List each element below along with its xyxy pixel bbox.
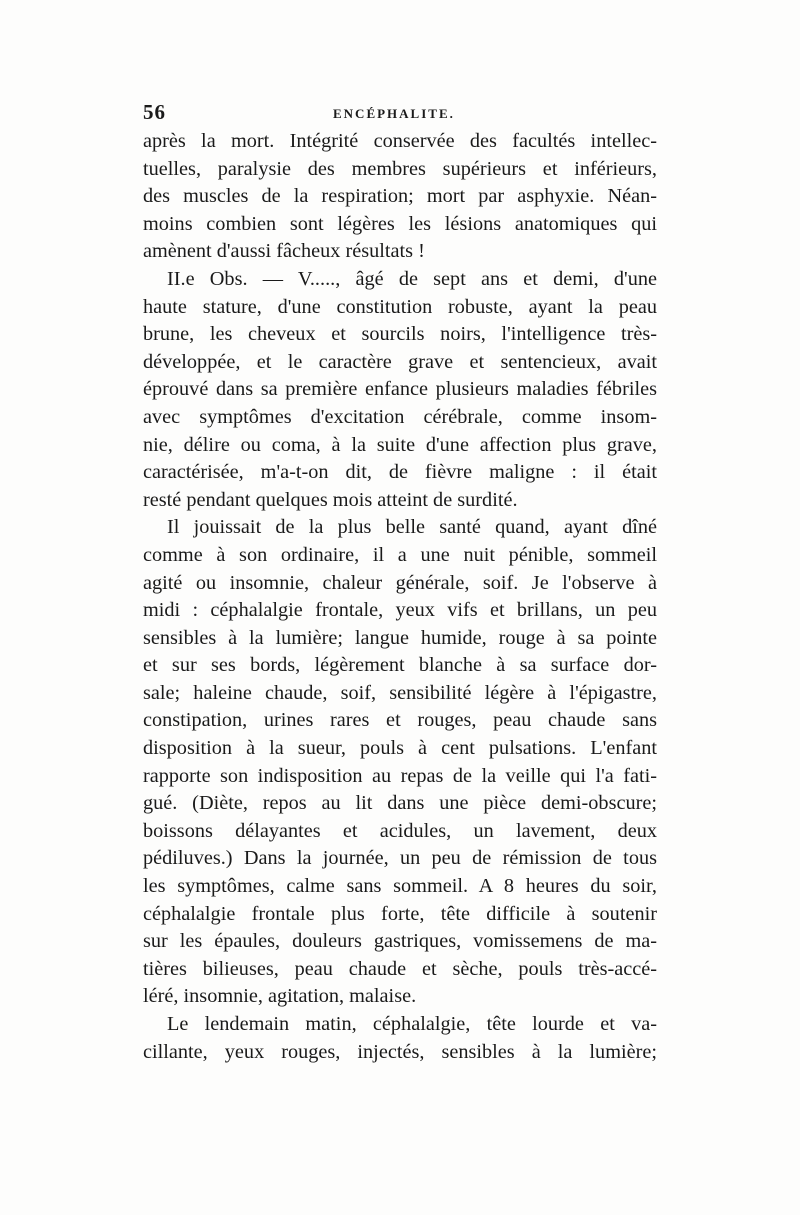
text-line: et sur ses bords, légèrement blanche à sa surface dor- bbox=[143, 654, 657, 677]
text-line: caractérisée, m'a-t-on dit, de fièvre maligne : il était bbox=[143, 461, 657, 484]
text-line: avec symptômes d'excitation cérébrale, comme insom- bbox=[143, 405, 657, 428]
text-line: constipation, urines rares et rouges, peau chaude sans bbox=[143, 709, 657, 732]
text-line: comme à son ordinaire, il a une nuit pénible, sommeil bbox=[143, 543, 657, 566]
page-number: 56 bbox=[143, 100, 166, 124]
paragraph bbox=[143, 514, 657, 1011]
paragraph bbox=[143, 1011, 657, 1066]
text-line: disposition à la sueur, pouls à cent pulsations. L'enfant bbox=[143, 737, 657, 760]
text-body bbox=[143, 128, 657, 1066]
text-line: amènent d'aussi fâcheux résultats ! bbox=[143, 240, 425, 263]
text-line: sensibles à la lumière; langue humide, rouge à sa pointe bbox=[143, 626, 657, 649]
text-line: léré, insomnie, agitation, malaise. bbox=[143, 985, 417, 1008]
text-line: les symptômes, calme sans sommeil. A 8 heures du soir, bbox=[143, 875, 657, 898]
text-line: brune, les cheveux et sourcils noirs, l'intelligence très- bbox=[143, 323, 657, 346]
text-line: Il jouissait de la plus belle santé quand, ayant dîné bbox=[167, 516, 657, 539]
text-line: pédiluves.) Dans la journée, un peu de rémission de tous bbox=[143, 847, 657, 870]
text-line: céphalalgie frontale plus forte, tête difficile à soutenir bbox=[143, 902, 657, 925]
paragraph bbox=[143, 266, 657, 514]
text-line: tuelles, paralysie des membres supérieurs et inférieurs, bbox=[143, 157, 657, 180]
text-line: développée, et le caractère grave et sentencieux, avait bbox=[143, 350, 657, 373]
text-line: agité ou insomnie, chaleur générale, soif. Je l'observe à bbox=[143, 571, 657, 594]
text-line: cillante, yeux rouges, injectés, sensibles à la lumière; bbox=[143, 1040, 657, 1063]
text-line: boissons délayantes et acidules, un lavement, deux bbox=[143, 819, 657, 842]
text-line: II.e Obs. — V....., âgé de sept ans et demi, d'une bbox=[167, 267, 657, 290]
text-line: resté pendant quelques mois atteint de surdité. bbox=[143, 488, 518, 511]
text-line: des muscles de la respiration; mort par asphyxie. Néan- bbox=[143, 185, 657, 208]
text-line: Le lendemain matin, céphalalgie, tête lourde et va- bbox=[167, 1013, 657, 1035]
running-head bbox=[143, 100, 657, 128]
paragraph bbox=[143, 128, 657, 266]
text-line: gué. (Diète, repos au lit dans une pièce demi-obscure; bbox=[143, 792, 657, 815]
text-line: nie, délire ou coma, à la suite d'une affection plus grave, bbox=[143, 433, 657, 456]
running-title: ENCÉPHALITE. bbox=[333, 106, 455, 121]
text-line: éprouvé dans sa première enfance plusieurs maladies fébriles bbox=[143, 378, 657, 401]
text-line: sur les épaules, douleurs gastriques, vomissemens de ma- bbox=[143, 930, 657, 953]
text-line: après la mort. Intégrité conservée des facultés intellec- bbox=[143, 130, 657, 152]
text-line: tières bilieuses, peau chaude et sèche, pouls très-accé- bbox=[143, 957, 657, 980]
text-line: moins combien sont légères les lésions anatomiques qui bbox=[143, 212, 657, 235]
text-line: midi : céphalalgie frontale, yeux vifs et brillans, un peu bbox=[143, 599, 657, 622]
text-line: haute stature, d'une constitution robuste, ayant la peau bbox=[143, 295, 657, 318]
text-line: rapporte son indisposition au repas de la veille qui l'a fati- bbox=[143, 764, 657, 787]
text-line: sale; haleine chaude, soif, sensibilité légère à l'épigastre, bbox=[143, 681, 657, 704]
